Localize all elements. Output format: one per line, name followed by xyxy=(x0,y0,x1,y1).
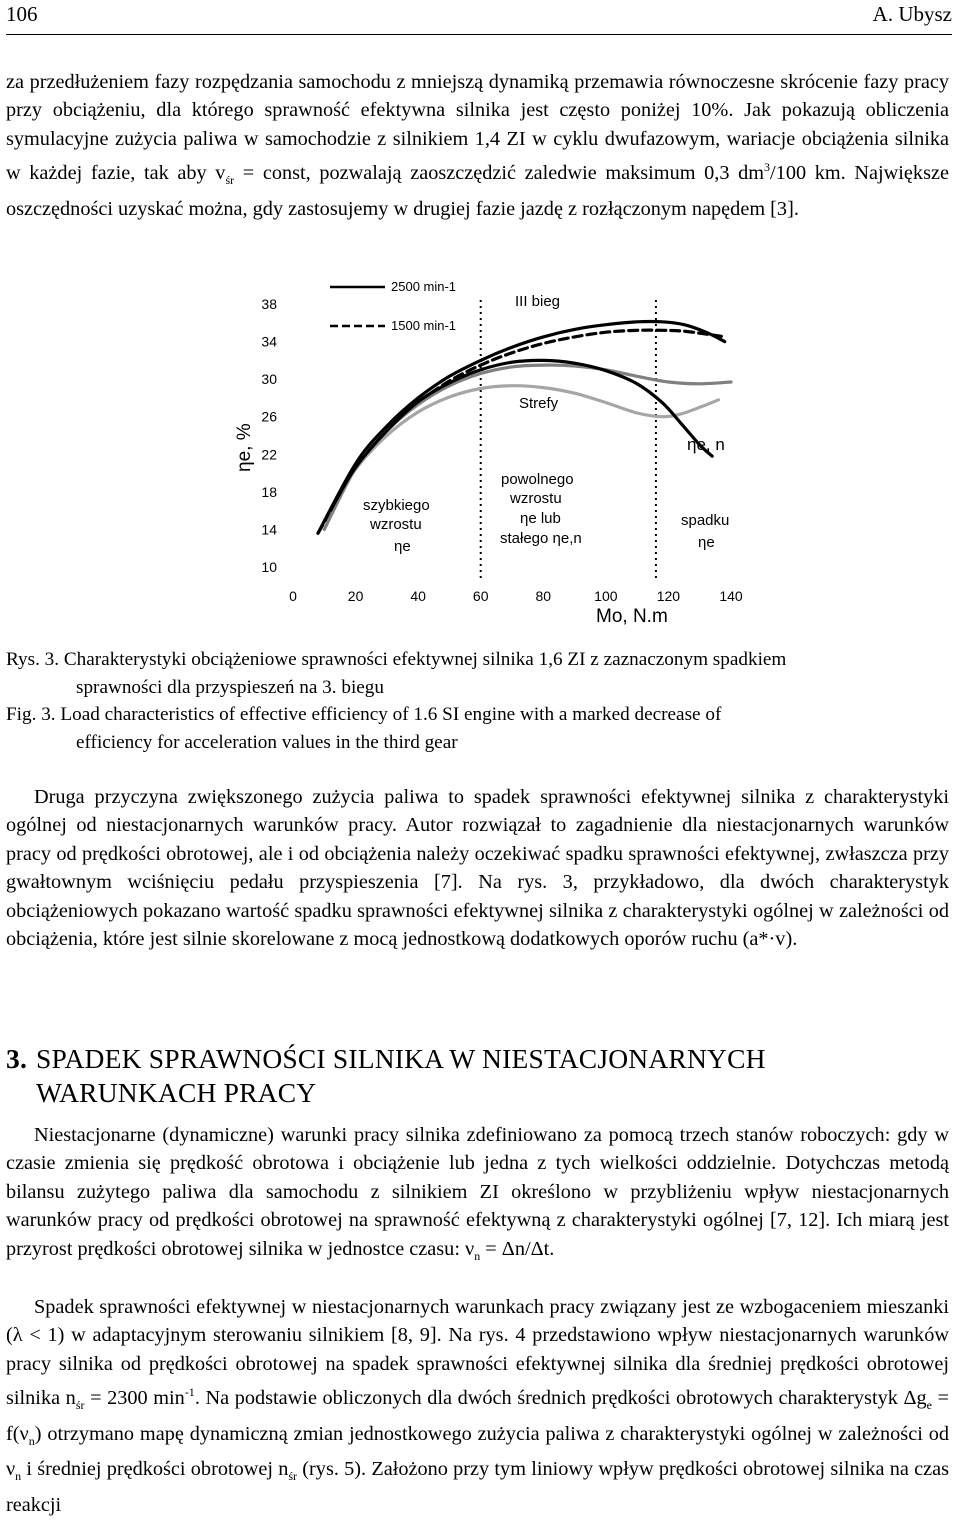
paragraph-1-part-b: = const, pozwalają zaoszczędzić zaledwie maksimum 0,3 dm xyxy=(234,162,765,185)
section-title-line2: WARUNKACH PRACY xyxy=(36,1077,317,1108)
paragraph-2: Druga przyczyna zwiększonego zużycia paliwa to spadek sprawności efektywnej silnika z charakterystyki ogólnej od niestacjonarnych warunków pracy. Autor rozwiązał to zagadnienie dla niestacjonarnych warunków pracy od prędkości obrotowej, ale i od obciążenia należy oczekiwać spadku sprawności efektywnej, zwłaszcza przy gwałtownym wciśnięciu pedału przyspieszenia [7]. Na rys. 3, przykładowo, dla dwóch charakterystyk obciążeniowych pokazano wartość spadku sprawności efektywnej silnika z charakterystyki ogólnej w zależności od obciążenia, które jest silnie skorelowane z mocą jednostkową dodatkowych oporów ruchu (a*·v). xyxy=(6,786,949,951)
gear-label: III bieg xyxy=(515,293,561,310)
x-tick-label: 60 xyxy=(472,588,489,604)
paragraph-4-part-e: ) otrzymano mapę dynamiczną zmian jednostkowego zużycia paliwa z charakterystyki ogólnej w zależności od ν xyxy=(6,1422,949,1481)
eta-en-label: ηe, n xyxy=(687,435,725,454)
paragraph-4-part-c: . Na podstawie obliczonych dla dwóch średnich prędkości obrotowych charakterystyk Δg xyxy=(194,1387,927,1410)
paragraph-3-sub: n xyxy=(474,1248,481,1263)
zone2-line2: wzrostu xyxy=(510,490,562,507)
page-header xyxy=(6,0,952,35)
paragraph-4-sub4: n xyxy=(15,1469,22,1484)
caption-english xyxy=(6,701,949,757)
zone3-line1: spadku xyxy=(681,512,730,529)
page-number: 106 xyxy=(6,2,38,26)
y-tick-label: 10 xyxy=(261,559,277,575)
paragraph-4 xyxy=(6,1293,949,1519)
x-axis-label: Mo, N.m xyxy=(596,606,668,627)
y-tick-label: 26 xyxy=(261,408,277,425)
y-tick-label: 18 xyxy=(261,483,277,500)
y-tick-labels xyxy=(261,296,277,575)
caption-english-line2: efficiency for acceleration values in the third gear xyxy=(76,732,458,753)
running-title: A. Ubysz xyxy=(872,2,952,26)
section-heading xyxy=(6,1042,949,1110)
zone2-line3: ηe lub xyxy=(520,510,561,527)
efficiency-chart xyxy=(220,266,743,634)
paragraph-4-part-g: (rys. 5). Założono przy tym liniowy wpływ prędkości obrotowej silnika na czas reakcji xyxy=(6,1458,949,1516)
legend-label-1500: 1500 min-1 xyxy=(391,318,457,333)
x-tick-labels xyxy=(289,588,743,604)
zone2-line1: powolnego xyxy=(501,471,574,488)
paragraph-4-part-d: = f(ν xyxy=(6,1387,949,1445)
chart-svg xyxy=(220,266,743,634)
paragraph-3-part-b: = Δn/Δt. xyxy=(480,1237,555,1260)
caption-english-label: Fig. 3. xyxy=(6,704,56,725)
y-tick-label: 38 xyxy=(261,296,277,312)
zone1-line1: szybkiego xyxy=(363,497,430,514)
paragraph-3 xyxy=(6,1121,949,1270)
paragraph-4-sub5: śr xyxy=(288,1469,298,1484)
y-axis-label: ηe, % xyxy=(234,423,255,472)
caption-polish-line1: Charakterystyki obciążeniowe sprawności efektywnej silnika 1,6 ZI z zaznaczonym spadkiem xyxy=(63,649,787,670)
y-tick-label: 22 xyxy=(261,446,277,463)
zone2-line4: stałego ηe,n xyxy=(500,530,582,547)
paragraph-4-sub2: e xyxy=(926,1398,932,1413)
x-tick-label: 40 xyxy=(410,588,426,604)
paragraph-4-part-a: Spadek sprawności efektywnej w niestacjonarnych warunkach pracy związany jest ze wzbogaceniem mieszanki (λ < 1) w adaptacyjnym sterowaniu silnikiem [8, 9]. Na rys. 4 przedstawiono wpływ niestacjonarnych warunków pracy silnika od prędkości obrotowej na spadek sprawności efektywnej silnika dla średniej prędkości obrotowej silnika n xyxy=(6,1296,949,1410)
x-tick-label: 120 xyxy=(656,588,681,604)
zone1-line3: ηe xyxy=(394,538,411,555)
paragraph-1-sup: 3 xyxy=(764,160,771,175)
x-tick-label: 20 xyxy=(347,588,364,604)
section-number: 3. xyxy=(6,1043,28,1074)
x-tick-label: 0 xyxy=(289,588,297,604)
y-tick-label: 34 xyxy=(261,333,277,350)
x-tick-label: 100 xyxy=(594,588,618,604)
caption-polish xyxy=(6,646,949,702)
y-tick-label: 14 xyxy=(261,521,277,538)
caption-english-line1: Load characteristics of effective efficiency of 1.6 SI engine with a marked decrease of xyxy=(60,704,722,725)
paragraph-3-part-a: Niestacjonarne (dynamiczne) warunki pracy silnika zdefiniowano za pomocą trzech stanów roboczych: gdy w czasie zmienia się prędkość obrotowa i obciążenie lub jedna z tych wielkości oddzielnie. Dotychczas metodą bilansu zużytego paliwa dla samochodu z silnikiem ZI określono w przybliżeniu wpływ niestacjonarnych warunków pracy od prędkości obrotowej na sprawność efektywną z charakterystyki ogólnej [7, 12]. Ich miarą jest przyrost prędkości obrotowej silnika w jednostce czasu: ν xyxy=(6,1124,949,1260)
legend-label-2500: 2500 min-1 xyxy=(391,279,457,294)
paragraph-4-sup1: -1 xyxy=(184,1385,195,1400)
paragraph-4-sub1: śr xyxy=(75,1398,85,1413)
zone1-line2: wzrostu xyxy=(370,516,422,533)
paragraph-1-sub: śr xyxy=(225,173,235,188)
paragraph-4-sub3: n xyxy=(28,1433,35,1448)
zones-title: Strefy xyxy=(519,395,559,412)
y-tick-label: 30 xyxy=(261,371,277,388)
paragraph-4-part-b: = 2300 min xyxy=(84,1387,185,1410)
caption-polish-label: Rys. 3. xyxy=(6,649,60,670)
zone3-line2: ηe xyxy=(698,534,715,551)
caption-polish-line2: sprawności dla przyspieszeń na 3. biegu xyxy=(76,677,384,698)
paragraph-1-part-a: za przedłużeniem fazy rozpędzania samochodu z mniejszą dynamiką przemawia równoczesne skrócenie fazy pracy przy obciążeniu, dla którego sprawność efektywna silnika jest często poniżej 10%. Jak pokazują obliczenia symulacyjne zużycia paliwa w samochodzie z silnikiem 1,4 ZI w cyklu dwufazowym, wariacje obciążenia silnika w każdej fazie, tak aby v xyxy=(6,71,949,185)
section-title-line1: SPADEK SPRAWNOŚCI SILNIKA W NIESTACJONARNYCH xyxy=(36,1043,766,1074)
paragraph-1 xyxy=(6,68,949,223)
paragraph-4-part-f: i średniej prędkości obrotowej n xyxy=(21,1458,289,1481)
paragraph-1-part-c: /100 km. Największe oszczędności uzyskać można, gdy zastosujemy w drugiej fazie jazdę z rozłączonym napędem [3]. xyxy=(6,162,949,220)
x-tick-label: 80 xyxy=(535,588,552,604)
x-tick-label: 140 xyxy=(719,588,743,604)
